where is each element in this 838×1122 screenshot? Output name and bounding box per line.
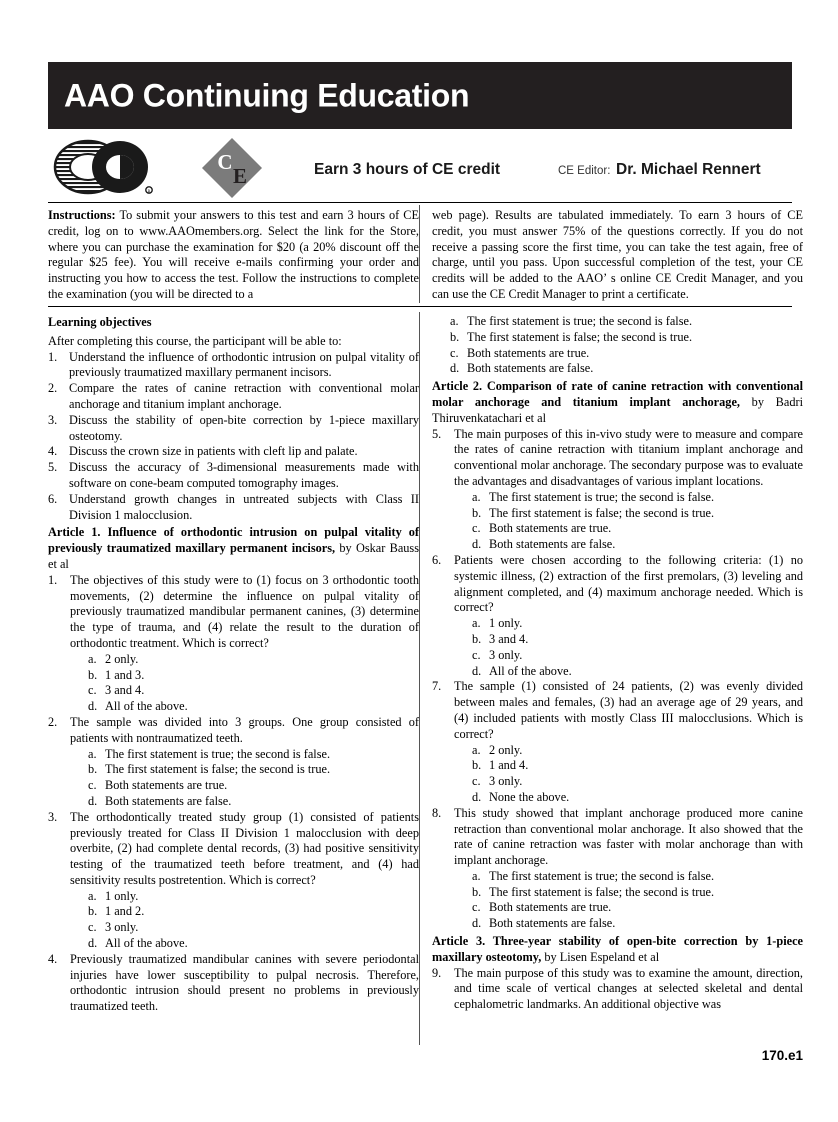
choice-text: The first statement is false; the second is true. (489, 505, 715, 520)
choice-text: The first statement is false; the second is true. (105, 762, 331, 777)
question-text: The main purposes of this in-vivo study were to measure and compare the rates of canine retraction with titanium implant anchorage and conventional molar anchorage. The secondary purpose was to evaluate the advantages and disadvantages of various implant locations. (454, 426, 803, 488)
article-3-questions (432, 966, 803, 1013)
list-item (48, 952, 419, 1015)
question-number: 9. (432, 965, 442, 980)
answer-choice[interactable] (472, 616, 803, 632)
answer-choice[interactable] (88, 794, 419, 810)
answer-choice[interactable] (88, 652, 419, 668)
choice-text: 3 only. (489, 647, 523, 662)
answer-choice[interactable] (88, 936, 419, 952)
ce-editor-name: Dr. Michael Rennert (616, 161, 761, 178)
list-item (48, 444, 419, 460)
choice-text: Both statements are true. (467, 345, 590, 360)
choice-letter: d. (88, 793, 98, 808)
answer-choices (70, 889, 419, 952)
answer-choice[interactable] (88, 747, 419, 763)
masthead-banner (48, 62, 792, 129)
choice-letter: c. (88, 920, 97, 935)
instructions-left-column (48, 208, 419, 303)
svg-text:R: R (147, 188, 151, 194)
article-2-questions (432, 427, 803, 933)
answer-choice[interactable] (88, 683, 419, 699)
choice-letter: a. (88, 888, 97, 903)
choice-letter: c. (88, 778, 97, 793)
choice-letter: d. (472, 663, 482, 678)
choice-text: Both statements are true. (489, 521, 612, 536)
answer-choices (454, 869, 803, 932)
choice-letter: a. (472, 616, 481, 631)
horizontal-rule-top (48, 202, 792, 203)
question-text: The orthodontically treated study group (1) consisted of patients previously treated for Class II Division 1 malocclusion with deep overbite, (2) had complete dental records, (3) had positive sensitivity testing of the traumatized teeth before treatment, and (4) had sensitivity results postretention. Which is correct? (70, 809, 419, 887)
choice-text: 1 only. (489, 616, 523, 631)
article-3-title: Article 3. Three-year stability of open-bite correction by 1-piece maxillary osteotomy, (432, 934, 803, 964)
list-item (432, 553, 803, 679)
objective-text: Discuss the accuracy of 3-dimensional measurements made with software on cone-beam computed tomography images. (69, 460, 419, 490)
objective-number: 6. (48, 491, 58, 506)
answer-choice[interactable] (472, 648, 803, 664)
answer-choice[interactable] (88, 778, 419, 794)
choice-text: Both statements are false. (489, 537, 616, 552)
objective-number: 3. (48, 412, 58, 427)
choice-letter: b. (472, 884, 482, 899)
question-text: The sample was divided into 3 groups. One group consisted of patients with nontraumatized teeth. (70, 714, 419, 745)
choice-text: 1 only. (105, 888, 139, 903)
article-1-heading (48, 525, 419, 572)
answer-choice[interactable] (450, 361, 803, 377)
objective-text: Understand growth changes in untreated subjects with Class II Division 1 malocclusion. (69, 491, 419, 522)
article-1-questions (48, 573, 419, 1015)
choice-text: 3 and 4. (105, 683, 145, 698)
choice-text: 3 and 4. (489, 631, 529, 646)
choice-letter: d. (450, 361, 460, 376)
aao-logo-icon (50, 138, 158, 196)
question-text: The main purpose of this study was to examine the amount, direction, and time scale of vertical changes at selected skeletal and dental cephalometric landmarks. An additional objective was (454, 965, 803, 1012)
list-item (48, 810, 419, 952)
question-text: This study showed that implant anchorage produced more canine retraction than conventional molar anchorage. It also showed that the rate of canine retraction was faster with molar anchorage than with implant anchorage. (454, 805, 803, 868)
list-item (48, 413, 419, 445)
choice-text: 1 and 3. (105, 667, 145, 682)
list-item (48, 381, 419, 413)
answer-choices (454, 743, 803, 806)
question-text: Patients were chosen according to the following criteria: (1) no systemic illness, (2) extraction of the first premolars, (3) leveling and alignment completed, and (4) maximum anchorage needed. Which is correct? (454, 552, 803, 615)
choice-letter: a. (88, 746, 97, 761)
choice-letter: d. (472, 789, 482, 804)
choice-letter: c. (472, 774, 481, 789)
objective-text: Compare the rates of canine retraction with conventional molar anchorage and titanium implant anchorage. (69, 381, 419, 411)
choice-letter: a. (472, 742, 481, 757)
answer-choices-continued (432, 314, 803, 377)
branding-row (48, 136, 792, 200)
answer-choices (454, 616, 803, 679)
choice-text: 3 only. (105, 920, 139, 935)
list-item (48, 460, 419, 492)
answer-choice[interactable] (88, 699, 419, 715)
choice-letter: b. (450, 329, 460, 344)
article-1-title: Article 1. Influence of orthodontic intrusion on pulpal vitality of previously traumatized maxillary permanent incisors, (48, 525, 419, 556)
horizontal-rule-middle (48, 306, 792, 307)
answer-choice[interactable] (472, 758, 803, 774)
answer-choice[interactable] (88, 889, 419, 905)
article-2-title: Article 2. Comparison of rate of canine retraction with conventional molar anchorage and titanium implant anchorage, (432, 379, 803, 409)
choice-letter: d. (88, 936, 98, 951)
choice-text: The first statement is true; the second is false. (467, 314, 693, 328)
instructions-lead: Instructions: (48, 208, 116, 222)
objective-number: 4. (48, 444, 58, 459)
answer-choice[interactable] (450, 346, 803, 362)
left-body-column (48, 314, 419, 1015)
choice-letter: c. (88, 683, 97, 698)
answer-choice[interactable] (88, 668, 419, 684)
choice-text: None the above. (489, 789, 570, 804)
choice-letter: d. (88, 699, 98, 714)
question-number: 1. (48, 572, 58, 587)
answer-choice[interactable] (472, 790, 803, 806)
answer-choice[interactable] (472, 490, 803, 506)
learning-objectives-list (48, 350, 419, 524)
choice-letter: c. (472, 647, 481, 662)
objective-text: Discuss the stability of open-bite correction by 1-piece maxillary osteotomy. (69, 412, 419, 443)
choice-text: Both statements are false. (105, 793, 232, 808)
list-item (48, 573, 419, 715)
answer-choice[interactable] (472, 916, 803, 932)
question-number: 8. (432, 805, 442, 820)
choice-letter: b. (88, 904, 98, 919)
list-item (48, 715, 419, 810)
question-text: The objectives of this study were to (1) focus on 3 orthodontic tooth movements, (2) determine the influence on pulpal vitality of previously traumatized mandibular permanent canines, (3) determine the type of trauma, and (4) relate the result to the duration of orthodontic treatment. Which is correct? (70, 572, 419, 650)
right-body-column (432, 314, 803, 1013)
answer-choice[interactable] (472, 869, 803, 885)
choice-letter: b. (88, 762, 98, 777)
choice-letter: c. (450, 345, 459, 360)
list-item (432, 806, 803, 932)
page-title: AAO Continuing Education (64, 77, 470, 113)
choice-letter: b. (472, 758, 482, 773)
answer-choice[interactable] (472, 537, 803, 553)
choice-letter: b. (472, 505, 482, 520)
learning-objectives-heading: Learning objectives (48, 315, 152, 329)
answer-choice[interactable] (472, 632, 803, 648)
ce-diamond-icon (200, 136, 264, 200)
choice-text: 1 and 4. (489, 758, 529, 773)
instructions-left-text: To submit your answers to this test and earn 3 hours of CE credit, log on to www.AAOmembers.org. Select the link for the Store, where you can purchase the examination for $20 (a 20% discount off the regular $25 fee). You will receive e-mails confirming your order and instructing you how to access the test. Follow the instructions to complete the examination (you will be directed to a (48, 208, 419, 301)
question-number: 2. (48, 714, 58, 729)
answer-choice[interactable] (472, 506, 803, 522)
choice-letter: c. (472, 900, 481, 915)
answer-choices (70, 652, 419, 715)
answer-choice[interactable] (472, 885, 803, 901)
question-number: 6. (432, 552, 442, 567)
question-number: 5. (432, 426, 442, 441)
ce-diamond-letter-e: E (232, 164, 248, 188)
answer-choice[interactable] (472, 743, 803, 759)
answer-choices (70, 747, 419, 810)
choice-text: The first statement is false; the second is true. (489, 884, 715, 899)
choice-text: The first statement is true; the second is false. (105, 746, 331, 761)
choice-letter: a. (472, 868, 481, 883)
objective-number: 1. (48, 349, 58, 364)
article-3-heading (432, 934, 803, 966)
ce-diamond-letter-c: C (217, 150, 233, 174)
choice-letter: b. (88, 667, 98, 682)
answer-choice[interactable] (472, 664, 803, 680)
objective-number: 5. (48, 460, 58, 475)
choice-letter: d. (472, 537, 482, 552)
choice-text: 2 only. (489, 742, 523, 757)
list-item (48, 492, 419, 524)
instructions-right-column (432, 208, 803, 303)
question-text: The sample (1) consisted of 24 patients, (2) was evenly divided between males and females, (3) had an average age of 29 years, and (4) included patients with mostly Class III malocclusions. Which is correct? (454, 679, 803, 741)
page-number: 170.e1 (761, 1048, 803, 1063)
choice-text: Both statements are false. (467, 361, 594, 376)
choice-letter: d. (472, 916, 482, 931)
answer-choice[interactable] (472, 900, 803, 916)
answer-choice[interactable] (472, 774, 803, 790)
choice-text: 3 only. (489, 774, 523, 789)
choice-text: All of the above. (489, 663, 572, 678)
objective-number: 2. (48, 381, 58, 396)
question-text: Previously traumatized mandibular canines with severe periodontal injuries have lower susceptibility to pulpal necrosis. Therefore, orthodontic intrusion should present no problems in previously traumatized teeth. (70, 951, 419, 1014)
choice-text: All of the above. (105, 699, 188, 714)
answer-choices (454, 490, 803, 553)
article-3-authors: by Lisen Espeland et al (541, 949, 660, 964)
objective-text: Discuss the crown size in patients with cleft lip and palate. (69, 444, 358, 459)
instructions-paragraph-left (48, 208, 419, 303)
question-number: 4. (48, 951, 58, 966)
answer-choice[interactable] (88, 762, 419, 778)
learning-objectives-lead-in: After completing this course, the participant will be able to: (48, 333, 342, 348)
choice-letter: c. (472, 521, 481, 536)
objective-text: Understand the influence of orthodontic intrusion on pulpal vitality of previously traumatized maxillary permanent incisors. (69, 349, 419, 380)
answer-choice[interactable] (88, 904, 419, 920)
choice-text: 2 only. (105, 651, 139, 666)
choice-text: The first statement is true; the second is false. (489, 868, 715, 883)
list-item (432, 966, 803, 1013)
choice-text: The first statement is false; the second is true. (467, 329, 693, 344)
article-1-authors: by Oskar Bauss et al (48, 541, 419, 571)
list-item (432, 679, 803, 805)
answer-choice[interactable] (450, 314, 803, 330)
ce-editor-label: CE Editor: (558, 165, 611, 177)
question-number: 7. (432, 679, 442, 694)
article-2-authors: by Badri Thiruvenkatachari et al (432, 394, 803, 425)
column-divider-lower (419, 312, 420, 1045)
earn-credit-text: Earn 3 hours of CE credit (314, 161, 501, 178)
list-item (432, 427, 803, 553)
question-number: 3. (48, 809, 58, 824)
choice-text: The first statement is true; the second is false. (489, 489, 715, 504)
choice-letter: a. (472, 489, 481, 504)
answer-choice[interactable] (88, 920, 419, 936)
column-divider-upper (419, 205, 420, 303)
choice-text: Both statements are true. (489, 900, 612, 915)
choice-text: Both statements are false. (489, 916, 616, 931)
choice-letter: a. (88, 651, 97, 666)
choice-letter: a. (450, 314, 459, 328)
choice-text: All of the above. (105, 936, 188, 951)
article-2-heading (432, 379, 803, 426)
answer-choice[interactable] (472, 521, 803, 537)
choice-letter: b. (472, 631, 482, 646)
choice-text: 1 and 2. (105, 904, 145, 919)
list-item (48, 350, 419, 382)
answer-choice[interactable] (450, 330, 803, 346)
instructions-paragraph-right: web page). Results are tabulated immediately. To earn 3 hours of CE credit, you must answer 75% of the questions correctly. If you do not receive a passing score the first time, you can take the test again, free of charge, until you pass. Upon successful completion of the test, your CE credits will be added to the AAO’ s online CE Credit Manager, and you can use the CE Credit Manager to print a certificate. (432, 208, 803, 301)
choice-text: Both statements are true. (105, 778, 228, 793)
